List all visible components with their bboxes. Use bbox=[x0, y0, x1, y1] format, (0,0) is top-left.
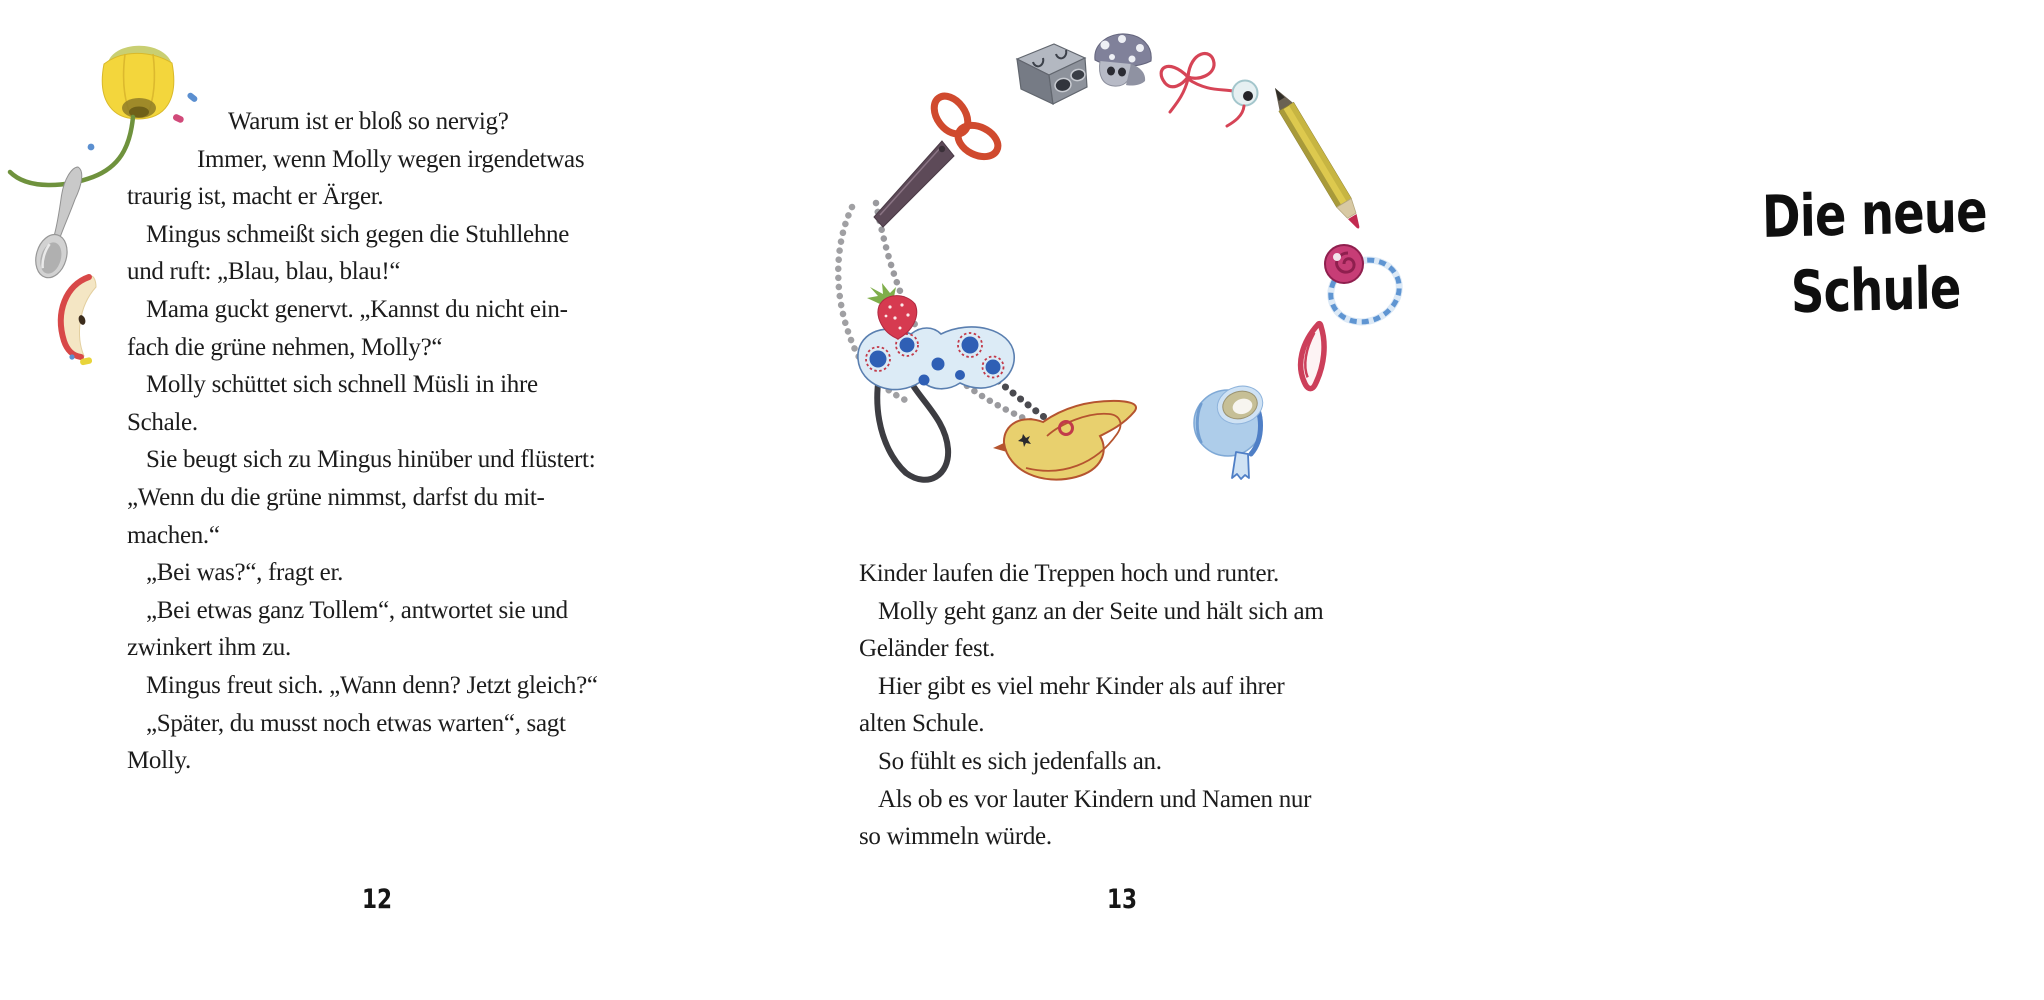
right-page-text bbox=[859, 555, 1399, 856]
text-line: Kinder laufen die Treppen hoch und runter. bbox=[859, 560, 1279, 587]
text-line: „Bei was?“, fragt er. bbox=[146, 559, 344, 587]
text-line: Molly geht ganz an der Seite und hält sich am bbox=[878, 597, 1324, 625]
mask-icon bbox=[858, 327, 1014, 390]
chapter-title bbox=[1706, 172, 2044, 333]
text-line: alten Schule. bbox=[859, 710, 985, 738]
text-line: Mingus freut sich. „Wann denn? Jetzt gleich?“ bbox=[146, 671, 598, 699]
text-line: Schale. bbox=[127, 408, 198, 436]
text-line: Immer, wenn Molly wegen irgendetwas bbox=[197, 145, 585, 173]
chapter-title-line1: Die neue bbox=[1761, 177, 1988, 251]
text-line: Hier gibt es viel mehr Kinder als auf ihrer bbox=[878, 672, 1285, 700]
mushroom-icon bbox=[1095, 34, 1151, 86]
scissors-icon bbox=[874, 90, 1003, 227]
text-line: Sie beugt sich zu Mingus hinüber und flüstert: bbox=[146, 446, 596, 474]
text-line: So fühlt es sich jedenfalls an. bbox=[878, 747, 1162, 775]
hair-clip-icon bbox=[1298, 322, 1327, 389]
tape-roll-icon bbox=[1194, 381, 1267, 479]
chapter-title-line2: Schule bbox=[1790, 253, 1961, 327]
text-line: Mingus schmeißt sich gegen die Stuhllehne bbox=[146, 220, 570, 248]
text-line: Molly schüttet sich schnell Müsli in ihre bbox=[146, 371, 538, 399]
text-line: „Später, du musst noch etwas warten“, sagt bbox=[146, 709, 566, 737]
text-line: „Wenn du die grüne nimmst, darfst du mit- bbox=[127, 483, 545, 511]
strawberry-icon bbox=[867, 283, 917, 339]
right-page bbox=[750, 0, 1988, 1000]
text-line: Molly. bbox=[127, 747, 191, 775]
text-line: fach die grüne nehmen, Molly?“ bbox=[127, 333, 443, 361]
text-line: „Bei etwas ganz Tollem“, antwortet sie und bbox=[146, 596, 568, 624]
button-icon bbox=[1325, 245, 1363, 283]
text-line: Als ob es vor lauter Kindern und Namen nur bbox=[878, 785, 1312, 813]
pencil-icon bbox=[1268, 84, 1367, 233]
text-line: Warum ist er bloß so nervig? bbox=[228, 108, 509, 135]
text-line: Mama guckt genervt. „Kannst du nicht ein- bbox=[146, 295, 568, 323]
chapter-ring-illustration bbox=[820, 15, 1440, 510]
text-line: traurig ist, macht er Ärger. bbox=[127, 183, 384, 211]
text-line: machen.“ bbox=[127, 521, 220, 549]
text-line: und ruft: „Blau, blau, blau!“ bbox=[127, 258, 401, 286]
text-line: zwinkert ihm zu. bbox=[127, 634, 291, 662]
left-page bbox=[0, 0, 750, 1000]
thread-bow-googly-eye-icon bbox=[1161, 54, 1257, 126]
page-number-right: 13 bbox=[1106, 884, 1138, 915]
pencil-sharpener-icon bbox=[1017, 44, 1087, 104]
page-number-left: 12 bbox=[361, 884, 393, 915]
left-page-text bbox=[127, 103, 687, 780]
text-line: so wimmeln würde. bbox=[859, 823, 1052, 851]
apple-slice-icon bbox=[60, 276, 96, 357]
text-line: Geländer fest. bbox=[859, 635, 996, 663]
